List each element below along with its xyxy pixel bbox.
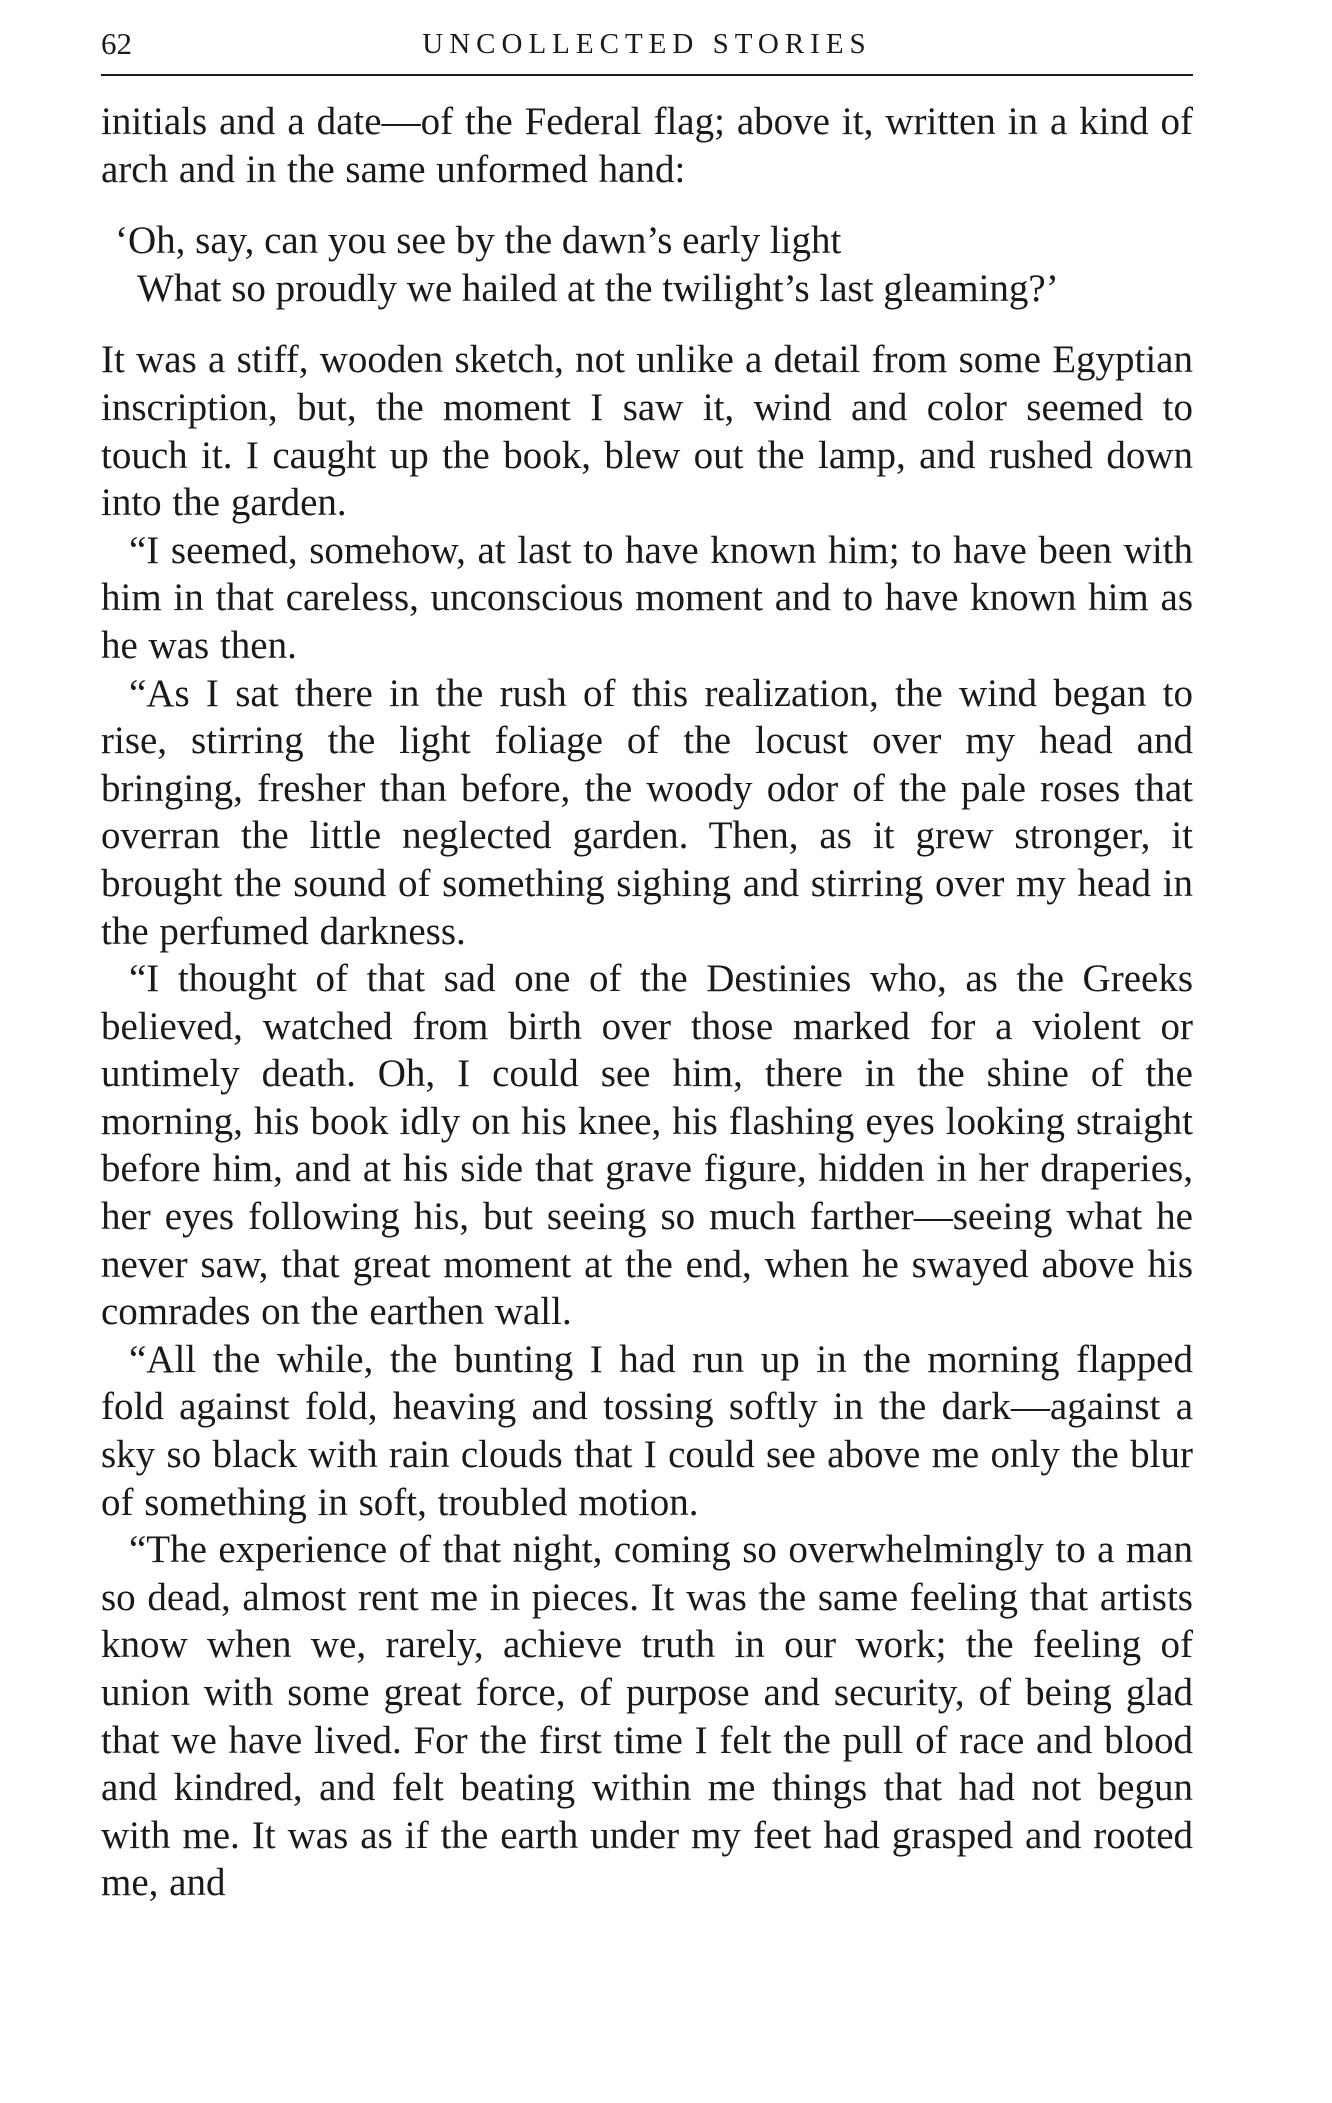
body-text [101, 98, 1193, 1907]
paragraph: “I thought of that sad one of the Destinies who, as the Greeks believed, watched from birth over those marked for a violent or untimely death. Oh, I could see him, there in the shine of the morning, his book idly on his knee, his flashing eyes looking straight before him, and at his side that grave figure, hidden in her draperies, her eyes following his, but seeing so much farther—seeing what he never saw, that great moment at the end, when he swayed above his comrades on the earthen wall. [101, 957, 1193, 1334]
verse-line: ‘Oh, say, can you see by the dawn’s early light [115, 219, 842, 263]
page-number: 62 [101, 26, 132, 61]
paragraph: “As I sat there in the rush of this realization, the wind began to rise, stirring the light foliage of the locust over my head and bringing, fresher than before, the woody odor of the pale roses that overran the little neglected garden. Then, as it grew stronger, it brought the sound of something sighing and stirring over my head in the perfumed darkness. [101, 671, 1193, 953]
verse-line: What so proudly we hailed at the twilight’s last gleaming?’ [137, 266, 1059, 310]
verse-quotation [115, 217, 1193, 312]
continued-paragraph: initials and a date—of the Federal flag; above it, written in a kind of arch and in the same unformed hand: [101, 100, 1193, 191]
paragraph: “The experience of that night, coming so overwhelmingly to a man so dead, almost rent me in pieces. It was the same feeling that artists know when we, rarely, achieve truth in our work; the feeling of union with some great force, of purpose and security, of being glad that we have lived. For the first time I felt the pull of race and blood and kindred, and felt beating within me things that had not begun with me. It was as if the earth under my feet had grasped and rooted me, and [101, 1528, 1193, 1905]
running-header [101, 22, 1193, 72]
paragraph: It was a stiff, wooden sketch, not unlike a detail from some Egyptian inscription, but, the moment I saw it, wind and color seemed to touch it. I caught up the book, blew out the lamp, and rushed down into the garden. [101, 338, 1193, 525]
paragraph: “I seemed, somehow, at last to have known him; to have been with him in that careless, unconscious moment and to have known him as he was then. [101, 528, 1193, 667]
book-page [101, 0, 1193, 2103]
header-rule [101, 74, 1193, 76]
running-title: UNCOLLECTED STORIES [422, 28, 872, 60]
paragraph: “All the while, the bunting I had run up in the morning flapped fold against fold, heaving and tossing softly in the dark—against a sky so black with rain clouds that I could see above me only the blur of something in soft, troubled motion. [101, 1337, 1193, 1524]
